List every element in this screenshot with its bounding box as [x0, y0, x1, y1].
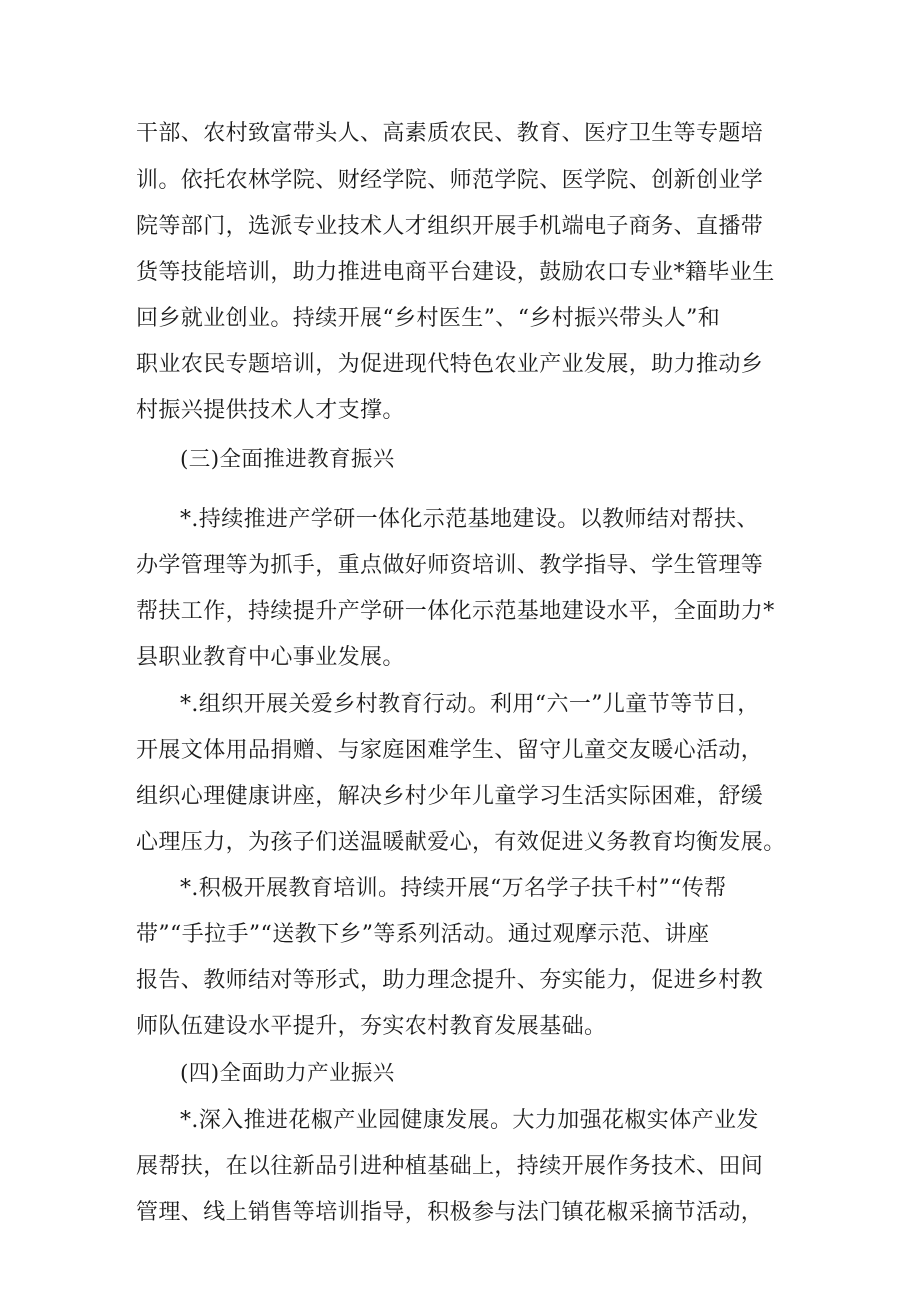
paragraph-line: *.深入推进花椒产业园健康发展。大力加强花椒实体产业发	[180, 1108, 759, 1133]
paragraph-line: 师队伍建设水平提升，夯实农村教育发展基础。	[136, 1014, 607, 1039]
paragraph-line: 报告、教师结对等形式，助力理念提升、夯实能力，促进乡村教	[136, 968, 764, 993]
paragraph-line: 带”“手拉手”“送教下乡”等系列活动。通过观摩示范、讲座	[136, 922, 710, 947]
paragraph-line: 管理、线上销售等培训指导，积极参与法门镇花椒采摘节活动，	[136, 1200, 764, 1225]
paragraph-line: 办学管理等为抓手，重点做好师资培训、教学指导、学生管理等	[136, 553, 764, 578]
paragraph-line: 村振兴提供技术人才支撑。	[136, 398, 405, 423]
paragraph-line: 组织心理健康讲座，解决乡村少年儿童学习生活实际困难，舒缓	[136, 784, 764, 809]
paragraph-line: *.组织开展关爱乡村教育行动。利用“六一”儿童节等节日，	[180, 692, 760, 717]
paragraph-line: 县职业教育中心事业发展。	[136, 645, 405, 670]
paragraph-line: 心理压力，为孩子们送温暖献爱心，有效促进义务教育均衡发展。	[136, 830, 786, 855]
paragraph-line: 帮扶工作，持续提升产学研一体化示范基地建设水平，全面助力*	[136, 599, 775, 624]
paragraph-line: 职业农民专题培训，为促进现代特色农业产业发展，助力推动乡	[136, 352, 764, 377]
paragraph-line: 回乡就业创业。持续开展“乡村医生”、“乡村振兴带头人”和	[136, 306, 721, 331]
paragraph-line: 开展文体用品捐赠、与家庭困难学生、留守儿童交友暖心活动，	[136, 738, 764, 763]
paragraph-line: 干部、农村致富带头人、高素质农民、教育、医疗卫生等专题培	[136, 121, 764, 146]
section-heading: (三)全面推进教育振兴	[180, 447, 395, 472]
paragraph-line: 货等技能培训，助力推进电商平台建设，鼓励农口专业*籍毕业生	[136, 260, 775, 285]
section-heading: (四)全面助力产业振兴	[180, 1061, 395, 1086]
paragraph-line: 院等部门，选派专业技术人才组织开展手机端电子商务、直播带	[136, 214, 764, 239]
paragraph-line: *.持续推进产学研一体化示范基地建设。以教师结对帮扶、	[180, 507, 759, 532]
paragraph-line: 展帮扶，在以往新品引进种植基础上，持续开展作务技术、田间	[136, 1154, 764, 1179]
paragraph-line: 训。依托农林学院、财经学院、师范学院、医学院、创新创业学	[136, 168, 764, 193]
paragraph-line: *.积极开展教育培训。持续开展“万名学子扶千村”“传帮	[180, 876, 727, 901]
